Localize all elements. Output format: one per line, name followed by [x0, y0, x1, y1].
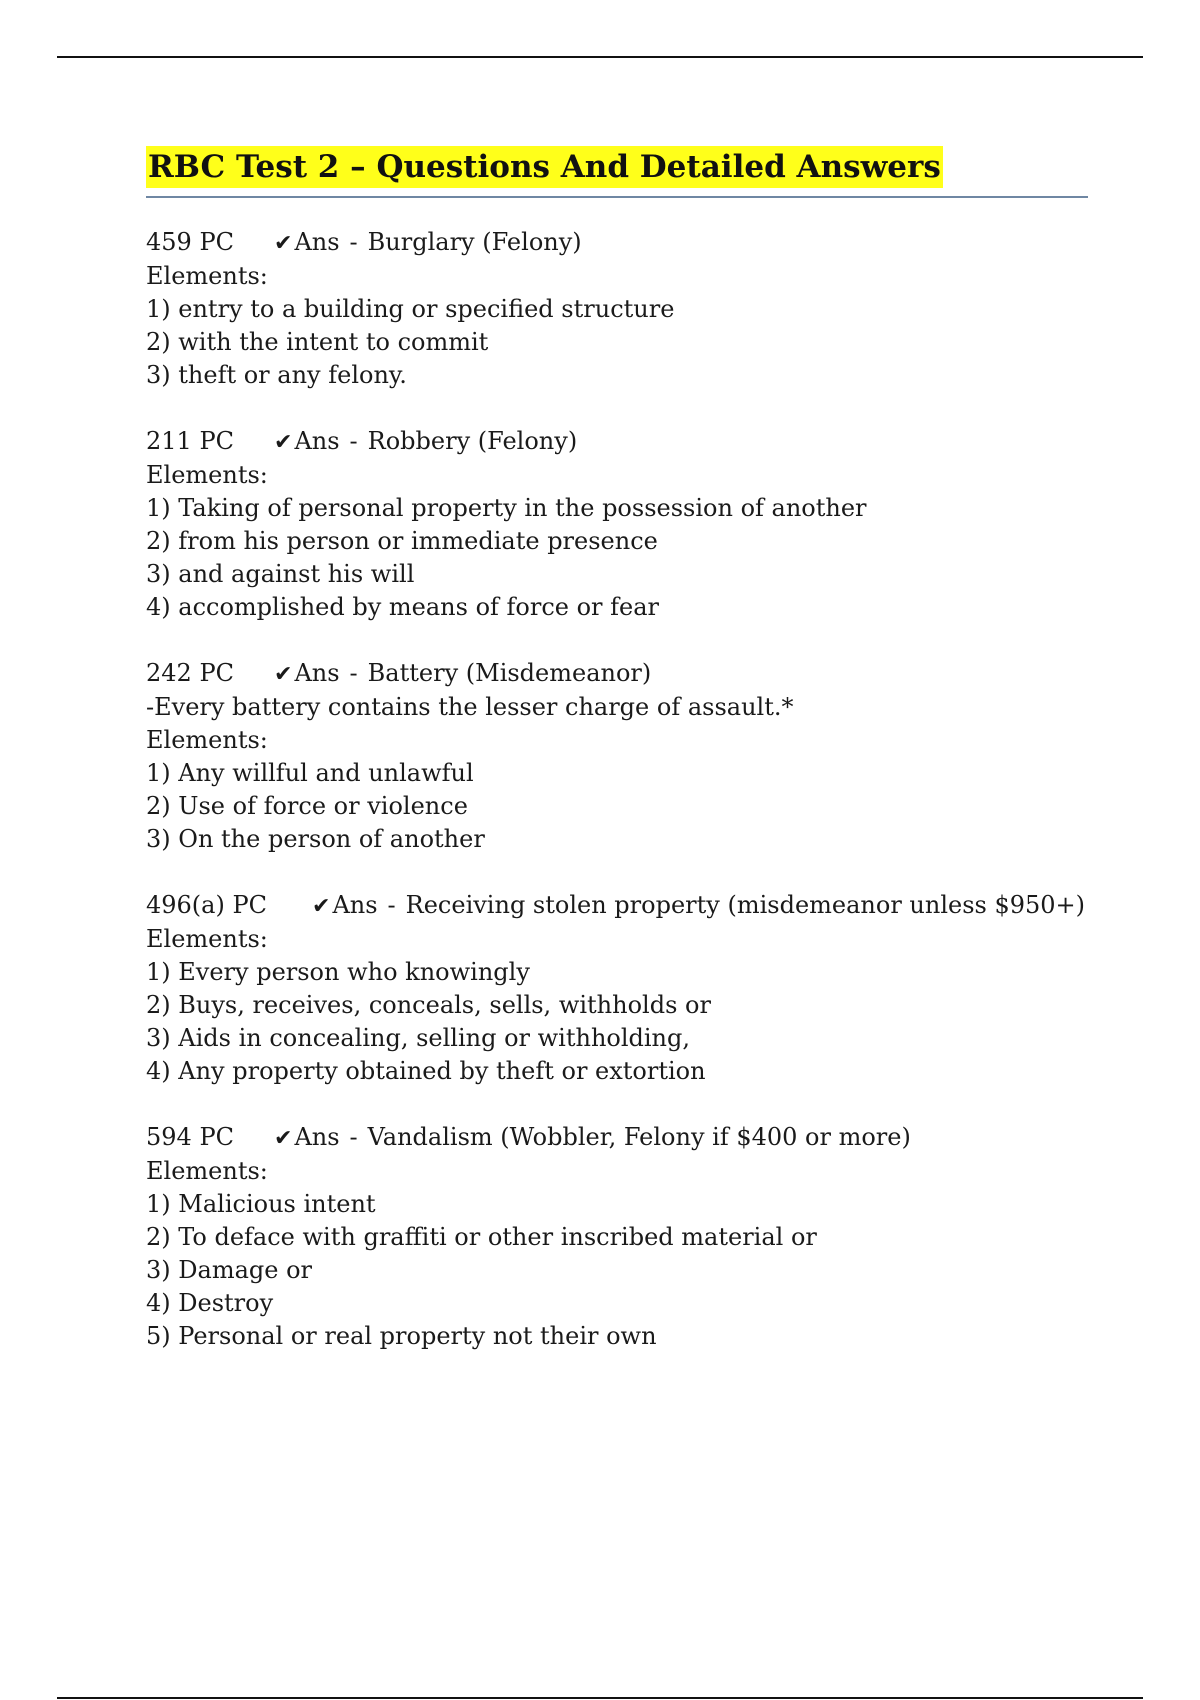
- page-title: RBC Test 2 – Questions And Detailed Answers: [146, 146, 943, 188]
- answer-line: Elements:: [146, 262, 268, 290]
- answer-text: Vandalism (Wobbler, Felony if $400 or more): [367, 1123, 911, 1151]
- answer-line: Elements:: [146, 461, 268, 489]
- penal-code: 459 PC: [146, 228, 234, 256]
- separator: -: [349, 1123, 358, 1151]
- answer-line: 2) Use of force or violence: [146, 792, 468, 820]
- answer-line: 3) On the person of another: [146, 825, 485, 853]
- qa-item-242-pc: [146, 657, 1088, 856]
- answer-line: 5) Personal or real property not their own: [146, 1322, 657, 1350]
- ans-label: Ans: [294, 228, 340, 256]
- answer-line: -Every battery contains the lesser charge of assault.*: [146, 693, 794, 721]
- bottom-rule: [57, 1697, 1143, 1699]
- answer-text: Receiving stolen property (misdemeanor unless $950+): [405, 891, 1086, 919]
- answer-line: 1) Taking of personal property in the possession of another: [146, 494, 867, 522]
- ans-label: Ans: [294, 659, 340, 687]
- answer-line: 2) To deface with graffiti or other inscribed material or: [146, 1223, 817, 1251]
- qa-question: [146, 657, 1088, 691]
- checkmark-icon: ✔: [274, 430, 293, 455]
- separator: -: [349, 427, 358, 455]
- answer-line: 3) Damage or: [146, 1256, 312, 1284]
- answer-line: Elements:: [146, 925, 268, 953]
- answer-line: 2) Buys, receives, conceals, sells, withholds or: [146, 991, 711, 1019]
- qa-item-594-pc: [146, 1121, 1088, 1353]
- title-block: [146, 146, 1088, 198]
- qa-question: [146, 226, 1088, 260]
- answer-line: 1) Malicious intent: [146, 1190, 376, 1218]
- answer-line: 1) entry to a building or specified structure: [146, 295, 675, 323]
- top-rule: [57, 56, 1143, 58]
- penal-code: 594 PC: [146, 1123, 234, 1151]
- document-body: [146, 146, 1088, 1386]
- penal-code: 242 PC: [146, 659, 234, 687]
- answer-line: 4) Any property obtained by theft or extortion: [146, 1057, 706, 1085]
- qa-question: [146, 889, 1088, 923]
- answer-text: Battery (Misdemeanor): [367, 659, 652, 687]
- qa-item-496a-pc: [146, 889, 1088, 1088]
- answer-line: Elements:: [146, 1157, 268, 1185]
- checkmark-icon: ✔: [274, 1126, 293, 1151]
- answer-line: 4) accomplished by means of force or fear: [146, 593, 660, 621]
- answer-line: 3) Aids in concealing, selling or withholding,: [146, 1024, 691, 1052]
- ans-label: Ans: [294, 427, 340, 455]
- qa-item-211-pc: [146, 425, 1088, 624]
- ans-label: Ans: [332, 891, 378, 919]
- answer-text: Burglary (Felony): [367, 228, 582, 256]
- answer-line: 3) theft or any felony.: [146, 361, 407, 389]
- answer-line: 4) Destroy: [146, 1289, 274, 1317]
- answer-line: Elements:: [146, 726, 268, 754]
- penal-code: 496(a) PC: [146, 891, 267, 919]
- qa-item-459-pc: [146, 226, 1088, 392]
- separator: -: [387, 891, 396, 919]
- answer-line: 1) Any willful and unlawful: [146, 759, 474, 787]
- answer-line: 3) and against his will: [146, 560, 415, 588]
- checkmark-icon: ✔: [274, 231, 293, 256]
- separator: -: [349, 228, 358, 256]
- answer-line: 2) from his person or immediate presence: [146, 527, 658, 555]
- qa-question: [146, 425, 1088, 459]
- checkmark-icon: ✔: [274, 662, 293, 687]
- checkmark-icon: ✔: [312, 894, 331, 919]
- qa-question: [146, 1121, 1088, 1155]
- ans-label: Ans: [294, 1123, 340, 1151]
- answer-line: 2) with the intent to commit: [146, 328, 489, 356]
- answer-line: 1) Every person who knowingly: [146, 958, 530, 986]
- separator: -: [349, 659, 358, 687]
- answer-text: Robbery (Felony): [367, 427, 578, 455]
- penal-code: 211 PC: [146, 427, 234, 455]
